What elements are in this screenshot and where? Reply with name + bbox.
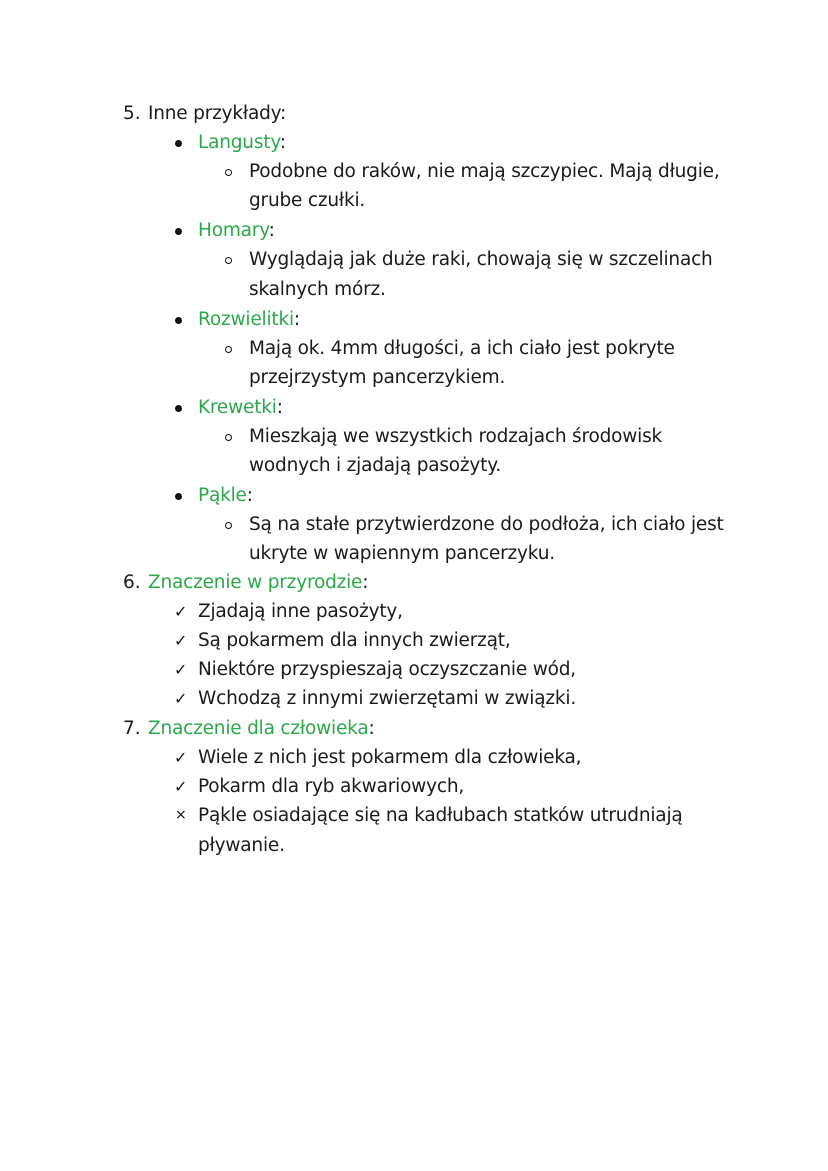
homary-desc-line2: skalnych mórz. — [249, 279, 386, 300]
s7-item-1: Wiele z nich jest pokarmem dla człowieka, — [198, 747, 582, 768]
section-5-title: Inne przykłady: — [148, 103, 287, 124]
rozwielitki-desc-line1: Mają ok. 4mm długości, a ich ciało jest pokryte — [249, 338, 675, 359]
krewetki-desc-line1: Mieszkają we wszystkich rodzajach środowisk — [249, 426, 663, 447]
section-5-number: 5. — [123, 103, 141, 124]
langusty-desc-line1: Podobne do raków, nie mają szczypiec. Mają długie, — [249, 161, 720, 182]
s7-negative-line1: Pąkle osiadające się na kadłubach statków utrudniają — [198, 805, 683, 826]
check-icon: ✓ — [174, 748, 188, 767]
sub-bullet-icon — [225, 522, 232, 529]
section-7-number: 7. — [123, 718, 141, 739]
item-langusty: Langusty: — [198, 132, 286, 153]
sub-bullet-icon — [225, 169, 232, 176]
check-icon: ✓ — [174, 777, 188, 796]
pakle-desc-line1: Są na stałe przytwierdzone do podłoża, ich ciało jest — [249, 514, 724, 535]
cross-icon: × — [175, 807, 187, 823]
langusty-desc-line2: grube czułki. — [249, 190, 366, 211]
s7-negative-line2: pływanie. — [198, 835, 285, 856]
check-icon: ✓ — [174, 689, 188, 708]
bullet-icon — [175, 317, 182, 324]
check-icon: ✓ — [174, 602, 188, 621]
item-krewetki: Krewetki: — [198, 397, 283, 418]
bullet-icon — [175, 228, 182, 235]
s6-item-1: Zjadają inne pasożyty, — [198, 601, 403, 622]
sub-bullet-icon — [225, 346, 232, 353]
rozwielitki-desc-line2: przejrzystym pancerzykiem. — [249, 367, 506, 388]
bullet-icon — [175, 405, 182, 412]
sub-bullet-icon — [225, 434, 232, 441]
section-6-title: Znaczenie w przyrodzie: — [148, 572, 369, 593]
homary-desc-line1: Wyglądają jak duże raki, chowają się w szczelinach — [249, 249, 713, 270]
sub-bullet-icon — [225, 257, 232, 264]
section-7-title: Znaczenie dla człowieka: — [148, 718, 375, 739]
section-6-number: 6. — [123, 572, 141, 593]
item-pakle: Pąkle: — [198, 485, 253, 506]
s6-item-2: Są pokarmem dla innych zwierząt, — [198, 630, 511, 651]
pakle-desc-line2: ukryte w wapiennym pancerzyku. — [249, 543, 555, 564]
item-homary: Homary: — [198, 220, 275, 241]
item-rozwielitki: Rozwielitki: — [198, 309, 300, 330]
bullet-icon — [175, 493, 182, 500]
s6-item-3: Niektóre przyspieszają oczyszczanie wód, — [198, 659, 576, 680]
check-icon: ✓ — [174, 631, 188, 650]
bullet-icon — [175, 140, 182, 147]
s6-item-4: Wchodzą z innymi zwierzętami w związki. — [198, 688, 577, 709]
check-icon: ✓ — [174, 660, 188, 679]
krewetki-desc-line2: wodnych i zjadają pasożyty. — [249, 455, 502, 476]
s7-item-2: Pokarm dla ryb akwariowych, — [198, 776, 465, 797]
